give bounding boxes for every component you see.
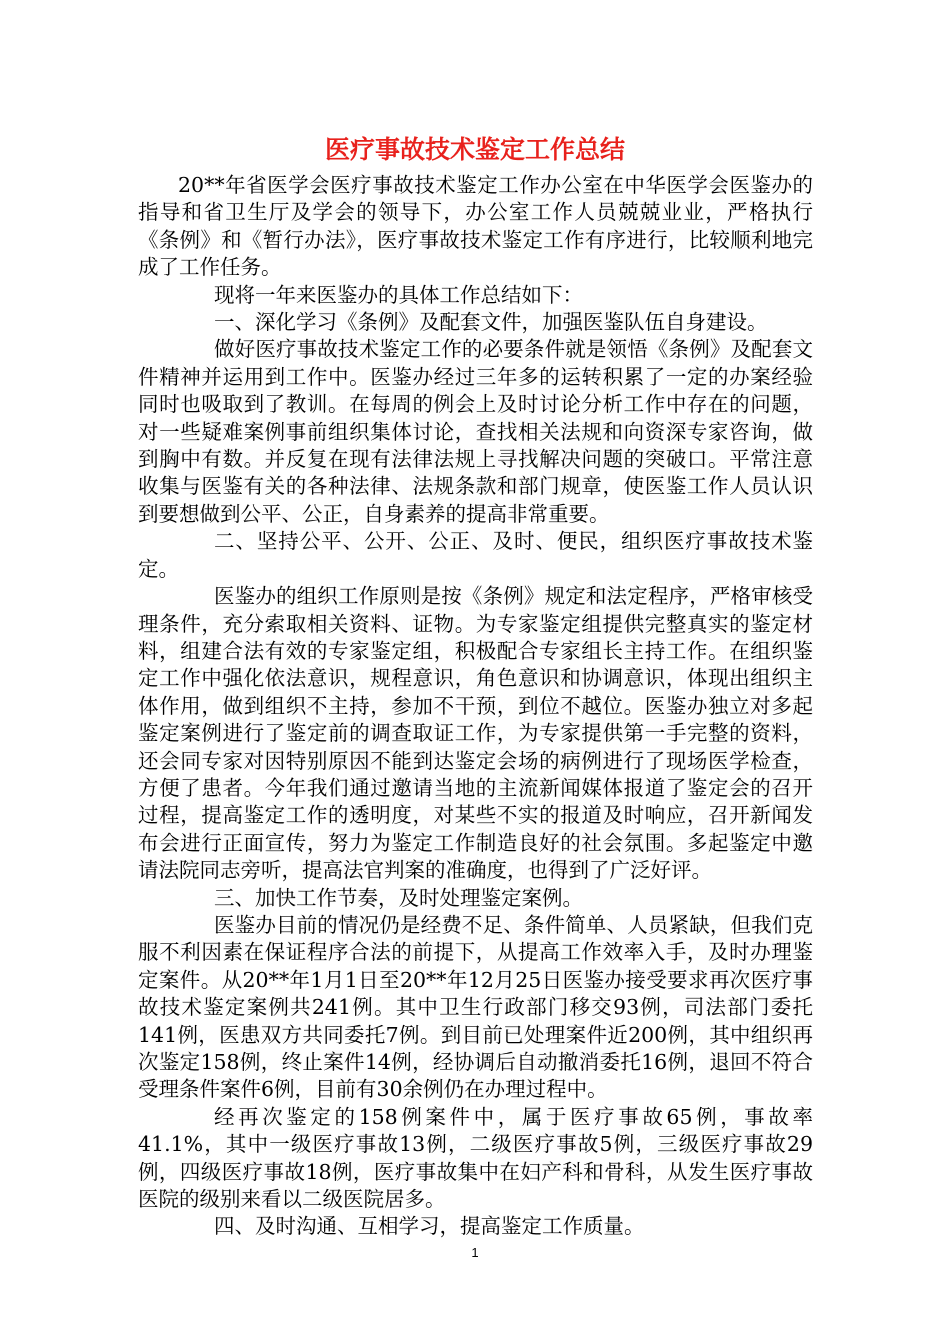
section-heading-3: 三、加快工作节奏，及时处理鉴定案例。: [214, 885, 583, 910]
document-title: 医疗事故技术鉴定工作总结: [324, 135, 625, 164]
paragraph-summary-lead: 现将一年来医鉴办的具体工作总结如下：: [214, 282, 583, 307]
section-heading-4: 四、及时沟通、互相学习，提高鉴定工作质量。: [214, 1214, 645, 1239]
paragraph-section-3: 医鉴办目前的情况仍是经费不足、条件简单、人员紧缺，但我们克服不利因素在保证程序合法的前提下，从提高工作效率入手，及时办理鉴定案件。从20**年1月1日至20**年12月25日医鉴办接受要求再次医疗事故技术鉴定案例共241例。其中卫生行政部门移交93例，司法部门委托141例，医患双方共同委托7例。到目前已处理案件近200例，其中组织再次鉴定158例，终止案件14例，经协调后自动撤消委托16例，退回不符合受理条件案件6例，目前有30余例仍在办理过程中。: [138, 912, 813, 1102]
paragraph-section-1: 做好医疗事故技术鉴定工作的必要条件就是领悟《条例》及配套文件精神并运用到工作中。医鉴办经过三年多的运转积累了一定的办案经验同时也吸取到了教训。在每周的例会上及时讨论分析工作中存在的问题，对一些疑难案例事前组织集体讨论，查找相关法规和向资深专家咨询，做到胸中有数。并反复在现有法律法规上寻找解决问题的突破口。平常注意收集与医鉴有关的各种法律、法规条款和部门规章，使医鉴工作人员认识到要想做到公平、公正，自身素养的提高非常重要。: [138, 337, 813, 526]
section-heading-2: 二、坚持公平、公开、公正、及时、便民，组织医疗事故技术鉴定。: [138, 529, 813, 581]
paragraph-intro: 20**年省医学会医疗事故技术鉴定工作办公室在中华医学会医鉴办的指导和省卫生厅及学会的领导下，办公室工作人员兢兢业业，严格执行《条例》和《暂行办法》，医疗事故技术鉴定工作有序进行，比较顺利地完成了工作任务。: [138, 173, 813, 280]
page-number: 1: [471, 1245, 479, 1260]
paragraph-section-3-stats: 经再次鉴定的158例案件中，属于医疗事故65例，事故率41.1%，其中一级医疗事故13例，二级医疗事故5例，三级医疗事故29例，四级医疗事故18例，医疗事故集中在妇产科和骨科，从发生医疗事故医院的级别来看以二级医院居多。: [138, 1104, 813, 1212]
document-body: [138, 172, 813, 1241]
paragraph-section-2: 医鉴办的组织工作原则是按《条例》规定和法定程序，严格审核受理条件，充分索取相关资料、证物。为专家鉴定组提供完整真实的鉴定材料，组建合法有效的专家鉴定组，积极配合专家组长主持工作。在组织鉴定工作中强化依法意识，规程意识，角色意识和协调意识，体现出组织主体作用，做到组织不主持，参加不干预，到位不越位。医鉴办独立对多起鉴定案例进行了鉴定前的调查取证工作，为专家提供第一手完整的资料，还会同专家对因特别原因不能到达鉴定会场的病例进行了现场医学检查，方便了患者。今年我们通过邀请当地的主流新闻媒体报道了鉴定会的召开过程，提高鉴定工作的透明度，对某些不实的报道及时响应，召开新闻发布会进行正面宣传，努力为鉴定工作制造良好的社会氛围。多起鉴定中邀请法院同志旁听，提高法官判案的准确度，也得到了广泛好评。: [138, 584, 813, 883]
section-heading-1: 一、深化学习《条例》及配套文件，加强医鉴队伍自身建设。: [214, 310, 768, 335]
